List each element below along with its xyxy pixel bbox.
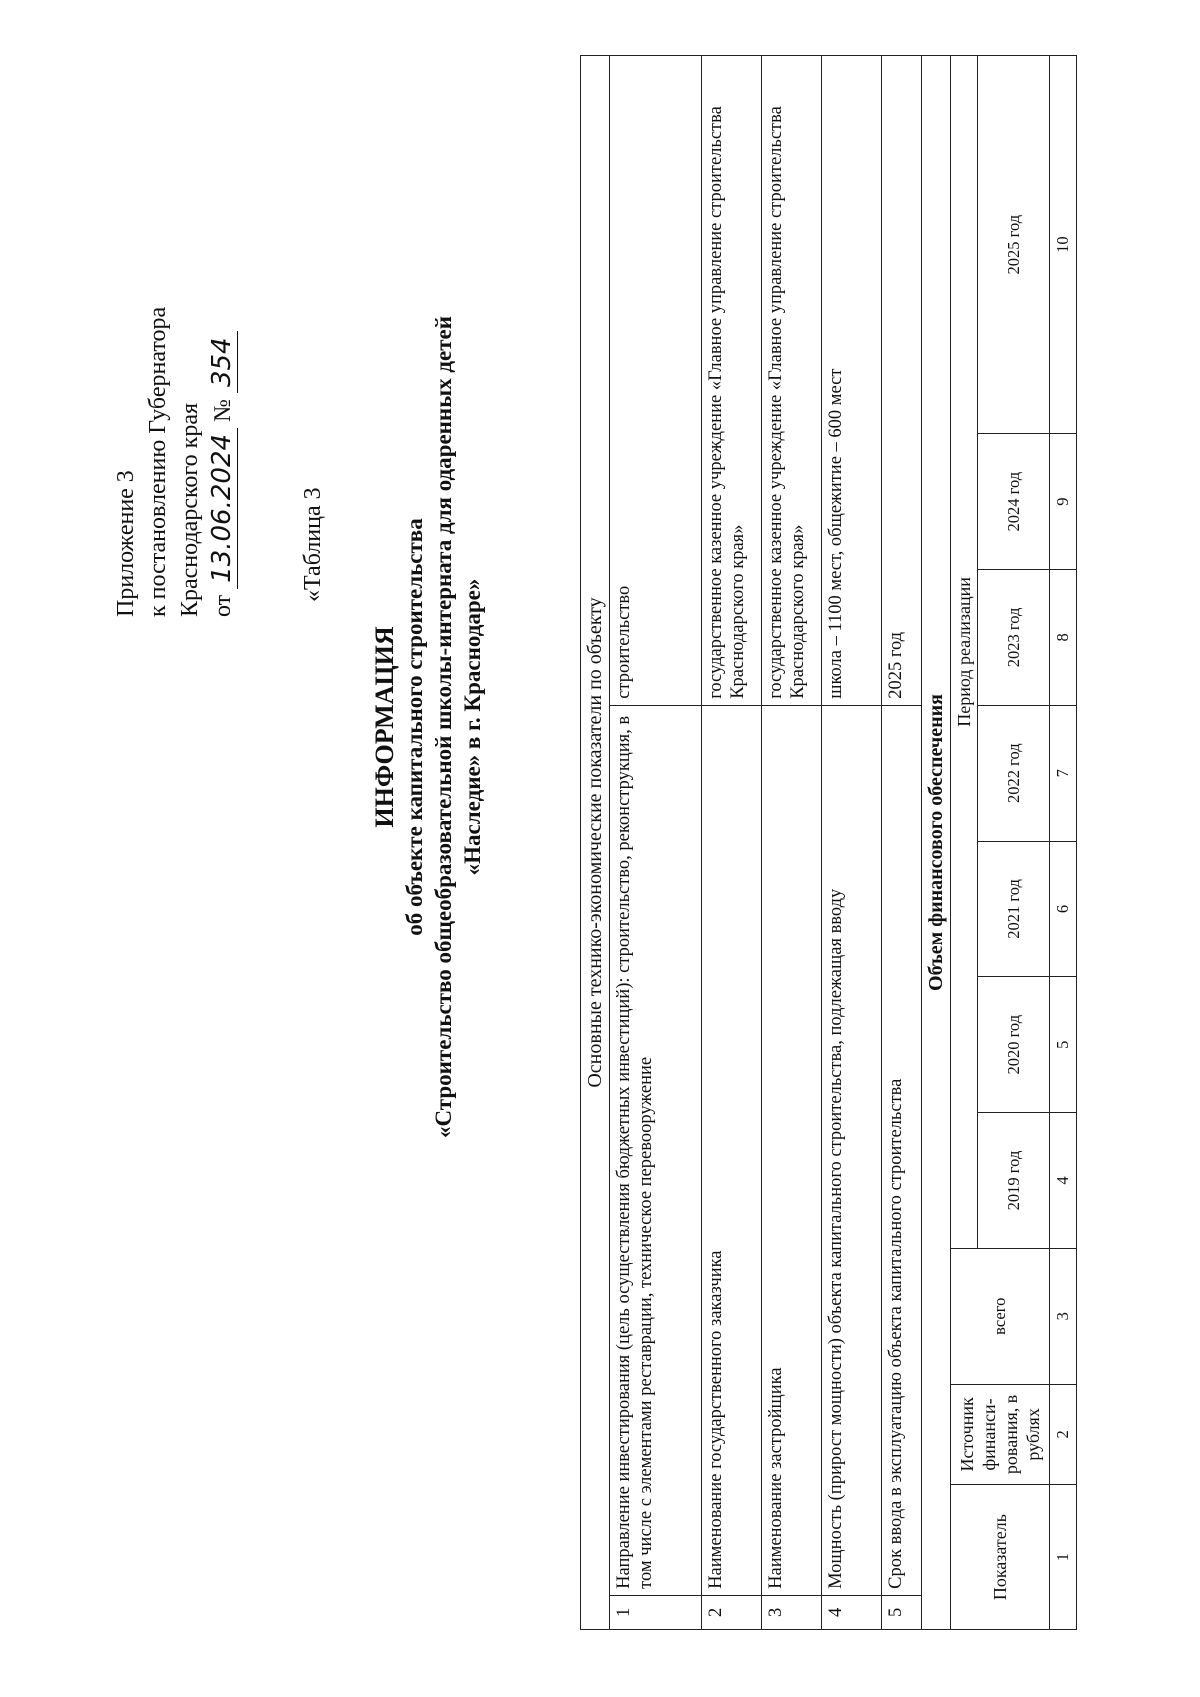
col-indicator: Показатель — [951, 1485, 1050, 1630]
number-sign: № — [210, 399, 236, 422]
col-number: 4 — [1050, 1113, 1077, 1249]
col-number: 1 — [1050, 1485, 1077, 1630]
title-line-2: об объекте капитального строительства — [402, 518, 427, 936]
indicator-label: Направление инвестирования (цель осуществления бюджетных инвестиций): строительство, реконструкция, в том числе с элементами реставрации, техническое перевооружение — [610, 705, 702, 1595]
indicator-label: Мощность (прирост мощности) объекта капитального строительства, подлежащая вводу — [822, 705, 882, 1595]
indicator-value: государственное казенное учреждение «Главное управление строительства Краснодарского края» — [762, 56, 822, 706]
date-prefix: от — [210, 594, 236, 617]
col-number: 10 — [1050, 56, 1077, 434]
title-line-3: «Строительство общеобразовательной школы-интерната для одаренных детей — [431, 316, 456, 1139]
finance-section-title: Объем финансового обеспечения — [922, 56, 951, 1630]
col-year: 2021 год — [978, 841, 1050, 977]
indicator-row — [882, 56, 922, 1630]
indicator-row — [702, 56, 762, 1630]
indicator-row — [762, 56, 822, 1630]
indicator-label: Срок ввода в эксплуатацию объекта капитального строительства — [882, 705, 922, 1595]
appendix-line: Приложение 3 — [113, 470, 139, 617]
handwritten-date: 13.06.2024 — [207, 428, 238, 589]
col-number: 5 — [1050, 977, 1077, 1113]
finance-header-row — [951, 56, 978, 1630]
col-year: 2022 год — [978, 705, 1050, 841]
indicator-label: Наименование государственного заказчика — [702, 705, 762, 1595]
col-number: 6 — [1050, 841, 1077, 977]
title-main: ИНФОРМАЦИЯ — [370, 626, 399, 828]
col-period: Период реализации — [951, 56, 978, 1249]
col-year: 2025 год — [978, 56, 1050, 434]
indicator-row — [822, 56, 882, 1630]
appendix-header — [110, 307, 239, 617]
indicator-row — [610, 56, 702, 1630]
row-number: 5 — [882, 1595, 922, 1629]
region-line: Краснодарского края — [177, 402, 203, 617]
indicator-value: строительство — [610, 56, 702, 706]
col-total: всего — [951, 1248, 1050, 1384]
decree-line: к постановлению Губернатора — [145, 306, 171, 617]
col-number: 9 — [1050, 434, 1077, 570]
handwritten-number: 354 — [207, 331, 238, 393]
indicator-label: Наименование застройщика — [762, 705, 822, 1595]
col-number: 8 — [1050, 570, 1077, 706]
indicator-value: 2025 год — [882, 56, 922, 706]
indicator-value: государственное казенное учреждение «Главное управление строительства Краснодарского края» — [702, 56, 762, 706]
col-year: 2019 год — [978, 1113, 1050, 1249]
col-number: 2 — [1050, 1384, 1077, 1485]
object-info-table — [580, 55, 1077, 1630]
col-year: 2020 год — [978, 977, 1050, 1113]
col-year: 2023 год — [978, 570, 1050, 706]
indicator-value: школа – 1100 мест, общежитие – 600 мест — [822, 56, 882, 706]
document-title — [370, 177, 487, 1277]
col-number: 3 — [1050, 1248, 1077, 1384]
col-source: Источник финанси-рования, в рублях — [951, 1384, 1050, 1485]
column-numbers-row — [1050, 56, 1077, 1630]
col-year: 2024 год — [978, 434, 1050, 570]
col-number: 7 — [1050, 705, 1077, 841]
table-label: «Таблица 3 — [300, 487, 326, 602]
title-line-4: «Наследие» в г. Краснодаре» — [460, 578, 485, 876]
row-number: 3 — [762, 1595, 822, 1629]
row-number: 4 — [822, 1595, 882, 1629]
date-number-line — [206, 307, 239, 617]
row-number: 1 — [610, 1595, 702, 1629]
indicators-section-title: Основные технико-экономические показатели по объекту — [581, 56, 610, 1630]
row-number: 2 — [702, 1595, 762, 1629]
